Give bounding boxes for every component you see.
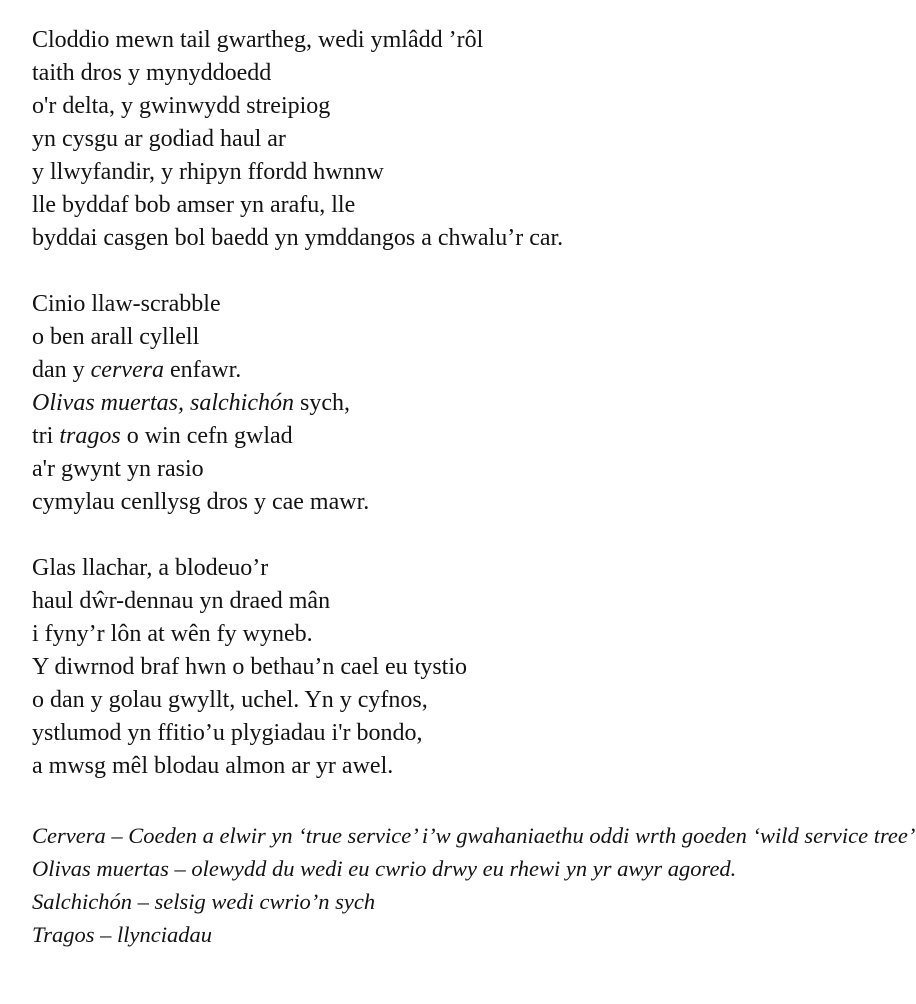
poem-line xyxy=(32,420,888,453)
poem-text: Y diwrnod braf hwn o bethau’n cael eu tystio xyxy=(32,654,467,680)
poem-text: a'r gwynt yn rasio xyxy=(32,456,204,482)
poem-body xyxy=(32,24,888,783)
poem-line xyxy=(32,57,888,90)
poem-text: ystlumod yn ffitio’u plygiadau i'r bondo, xyxy=(32,720,423,746)
poem-text: a mwsg mêl blodau almon ar yr awel. xyxy=(32,753,394,779)
poem-italic-term: tragos xyxy=(59,423,121,449)
poem-line xyxy=(32,156,888,189)
glossary xyxy=(32,819,916,951)
stanza xyxy=(32,24,888,255)
poem-line xyxy=(32,717,888,750)
poem-line xyxy=(32,222,888,255)
poem-text: taith dros y mynyddoedd xyxy=(32,60,272,86)
poem-text: i fyny’r lôn at wên fy wyneb. xyxy=(32,621,313,647)
poem-line xyxy=(32,189,888,222)
poem-text: tri xyxy=(32,423,60,449)
poem-line xyxy=(32,123,888,156)
poem-text: yn cysgu ar godiad haul ar xyxy=(32,126,286,152)
poem-text: lle byddaf bob amser yn arafu, lle xyxy=(32,192,356,218)
poem-line xyxy=(32,585,888,618)
poem-italic-term: Olivas muertas, salchichón xyxy=(32,390,294,416)
stanza xyxy=(32,288,888,519)
poem-line xyxy=(32,552,888,585)
poem-line xyxy=(32,453,888,486)
poem-text: sych, xyxy=(293,390,350,416)
poem-line xyxy=(32,90,888,123)
poem-line xyxy=(32,387,888,420)
glossary-entry: Tragos – llynciadau xyxy=(32,922,213,947)
poem-line xyxy=(32,684,888,717)
glossary-entry: Cervera – Coeden a elwir yn ‘true service’ i’w gwahaniaethu oddi wrth goeden ‘wild service tree’ xyxy=(32,823,916,848)
poem-text: o'r delta, y gwinwydd streipiog xyxy=(32,93,331,119)
glossary-entry: Salchichón – selsig wedi cwrio’n sych xyxy=(32,889,376,914)
poem-text: enfawr. xyxy=(163,357,242,383)
poem-line xyxy=(32,750,888,783)
poem-text: o dan y golau gwyllt, uchel. Yn y cyfnos, xyxy=(32,687,428,713)
poem-line xyxy=(32,651,888,684)
poem-line xyxy=(32,24,888,57)
poem-line xyxy=(32,288,888,321)
poem-italic-term: cervera xyxy=(90,357,164,383)
poem-text: Glas llachar, a blodeuo’r xyxy=(32,555,269,581)
poem-text: byddai casgen bol baedd yn ymddangos a chwalu’r car. xyxy=(32,225,564,251)
poem-text: dan y xyxy=(32,357,91,383)
poem-text: o ben arall cyllell xyxy=(32,324,200,350)
stanza xyxy=(32,552,888,783)
poem-line xyxy=(32,321,888,354)
poem-text: cymylau cenllysg dros y cae mawr. xyxy=(32,489,370,515)
poem-line xyxy=(32,486,888,519)
glossary-entry: Olivas muertas – olewydd du wedi eu cwrio drwy eu rhewi yn yr awyr agored. xyxy=(32,856,737,881)
poem-text: o win cefn gwlad xyxy=(120,423,293,449)
poem-line xyxy=(32,354,888,387)
poem-text: y llwyfandir, y rhipyn ffordd hwnnw xyxy=(32,159,384,185)
poem-text: Cinio llaw-scrabble xyxy=(32,291,221,317)
poem-line xyxy=(32,618,888,651)
poem-text: Cloddio mewn tail gwartheg, wedi ymlâdd ’rôl xyxy=(32,27,484,53)
poem-text: haul dŵr-dennau yn draed mân xyxy=(32,588,331,614)
